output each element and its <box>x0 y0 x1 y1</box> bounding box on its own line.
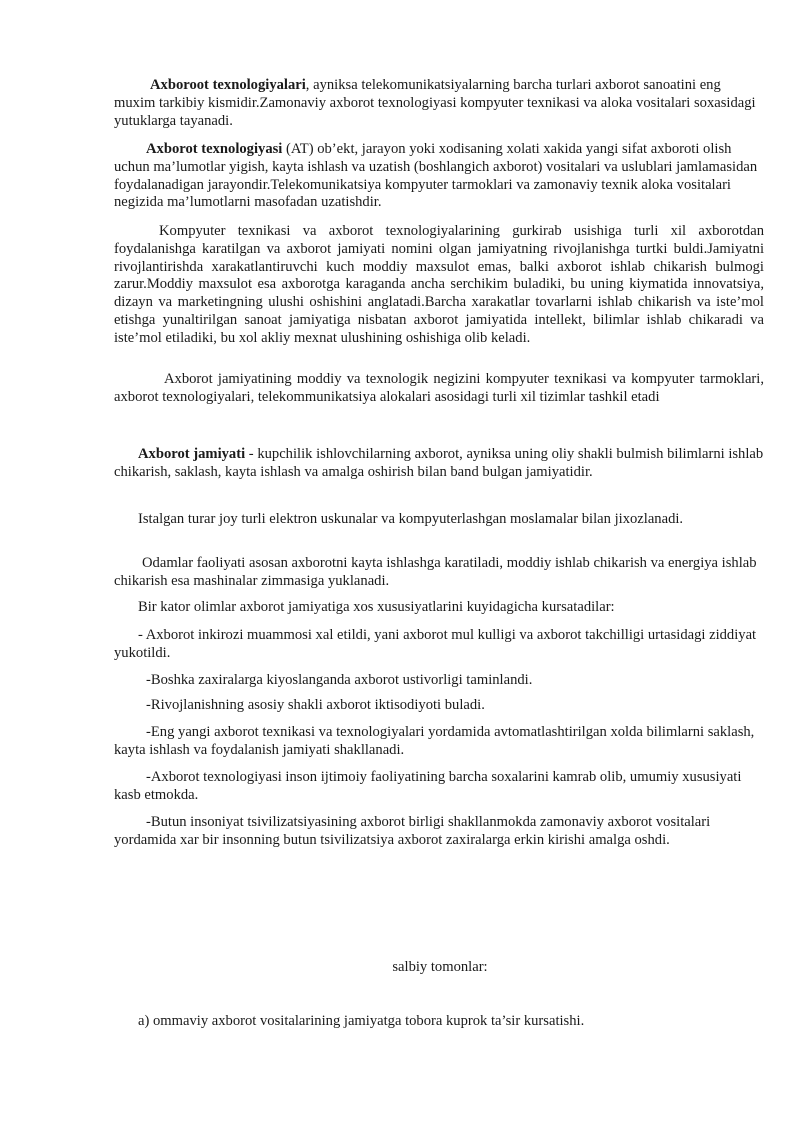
term-bold: Axboroot texnologiyalari <box>150 77 306 93</box>
paragraph-text: Odamlar faoliyati asosan axborotni kayta ishlashga karatiladi, moddiy ishlab chikarish va energiya ishlab chikarish esa mashinalar zimmasiga yuklanadi. <box>114 555 757 589</box>
paragraph-text: - Axborot inkirozi muammosi xal etildi, yani axborot mul kulligi va axborot takchilligi urtasidagi ziddiyat yukotildi. <box>114 627 757 661</box>
subheading: salbiy tomonlar: <box>392 959 488 975</box>
paragraph-9 <box>114 627 764 663</box>
paragraph-13 <box>114 769 764 805</box>
paragraph-text: Istalgan turar joy turli elektron uskunalar va kompyuterlashgan moslamalar bilan jixozlanadi. <box>138 511 684 527</box>
paragraph-4 <box>114 371 764 407</box>
paragraph-text: Axborot jamiyatining moddiy va texnologik negizini kompyuter texnikasi va kompyuter tarmoklari, axborot texnologiyalari, telekommunikatsiya alokalari asosidagi turli xil tizimlar tashkil etadi <box>114 371 764 405</box>
paragraph-text: , ayniksa telekomunikatsiyalarning barcha turlari axborot sanoatini eng muxim tarkibiy kismidir.Zamonaviy axborot texnologiyasi kompyuter texnikasi va aloka vositalari soxasidagi yutuklarga tayanadi. <box>114 77 756 129</box>
paragraph-8 <box>114 599 764 617</box>
paragraph-text: Bir kator olimlar axborot jamiyatiga xos xususiyatlarini kuyidagicha kursatadilar: <box>138 599 615 615</box>
paragraph-text: Kompyuter texnikasi va axborot texnologiyalarining gurkirab usishiga turli xil axborotdan foydalanishga karatilgan va axborot jamiyati nomini olgan jamiyatning rivojlanishga turtki buldi.Jamiyatni rivojlantirishda xarakatlantiruvchi kuch moddiy maxsulot emas, balki axborot ishlab chikarish bulmogi zarur.Moddiy maxsulot esa axborotga karaganda ancha serchikim buladiki, bu uning kiymatida innovatsiya, dizayn va marketingning ulushi oshishini anglatadi.Barcha xarakatlar tovarlarni ishlab chikarish va iste’mol etishga yunaltirilgan sanoat jamiyatiga nisbatan axborot jamiyatida intellekt, bilimlar ishlab chikaradi va iste’mol etiladiki, bu xol akliy mexnat ulushining oshishiga olib keladi. <box>114 223 764 346</box>
paragraph-text: -Boshka zaxiralarga kiyoslanganda axborot ustivorligi taminlandi. <box>146 672 533 688</box>
paragraph-1 <box>114 77 764 130</box>
paragraph-2 <box>114 141 769 212</box>
term-bold: Axborot jamiyati <box>138 446 246 462</box>
paragraph-text: (AT) ob’ekt, jarayon yoki xodisaning xolati xakida yangi sifat axboroti olish uchun ma’lumotlar yigish, kayta ishlash va uzatish (boshlangich axborot) vositalari va uslublari jamlamasidan foydalanadigan jarayondir.Telekomunikatsiya kompyuter tarmoklari va zamonaviy texnik aloka vositalari negizida ma’lumotlarni masofadan uzatishdir. <box>114 141 758 211</box>
paragraph-12 <box>114 724 764 760</box>
paragraph-7 <box>114 555 764 591</box>
paragraph-text: -Axborot texnologiyasi inson ijtimoiy faoliyatining barcha soxalarini kamrab olib, umumiy xususiyati kasb etmokda. <box>114 769 742 803</box>
paragraph-text: -Rivojlanishning asosiy shakli axborot iktisodiyoti buladi. <box>146 697 485 713</box>
paragraph-3 <box>114 223 764 348</box>
paragraph-text: -Butun insoniyat tsivilizatsiyasining axborot birligi shakllanmokda zamonaviy axborot vositalari yordamida xar bir insonning butun tsivilizatsiya axborot zaxiralarga erkin kirishi amalga oshdi. <box>114 814 711 848</box>
paragraph-10 <box>114 672 764 690</box>
paragraph-text: - kupchilik ishlovchilarning axborot, ayniksa uning oliy shakli bulmish bilimlarni ishlab chikarish, saklash, kayta ishlash va amalga oshirish bilan band bulgan jamiyatidir. <box>114 446 764 480</box>
term-bold: Axborot texnologiyasi <box>146 141 283 157</box>
list-item: a) ommaviy axborot vositalarining jamiyatga tobora kuprok ta’sir kursatishi. <box>138 1013 585 1029</box>
paragraph-5 <box>114 446 764 482</box>
paragraph-14 <box>114 814 769 850</box>
paragraph-text: -Eng yangi axborot texnikasi va texnologiyalari yordamida avtomatlashtirilgan xolda bilimlarni saklash, kayta ishlash va foydalanish jamiyati shakllanadi. <box>114 724 755 758</box>
paragraph-11 <box>114 697 764 715</box>
paragraph-6 <box>114 511 764 529</box>
